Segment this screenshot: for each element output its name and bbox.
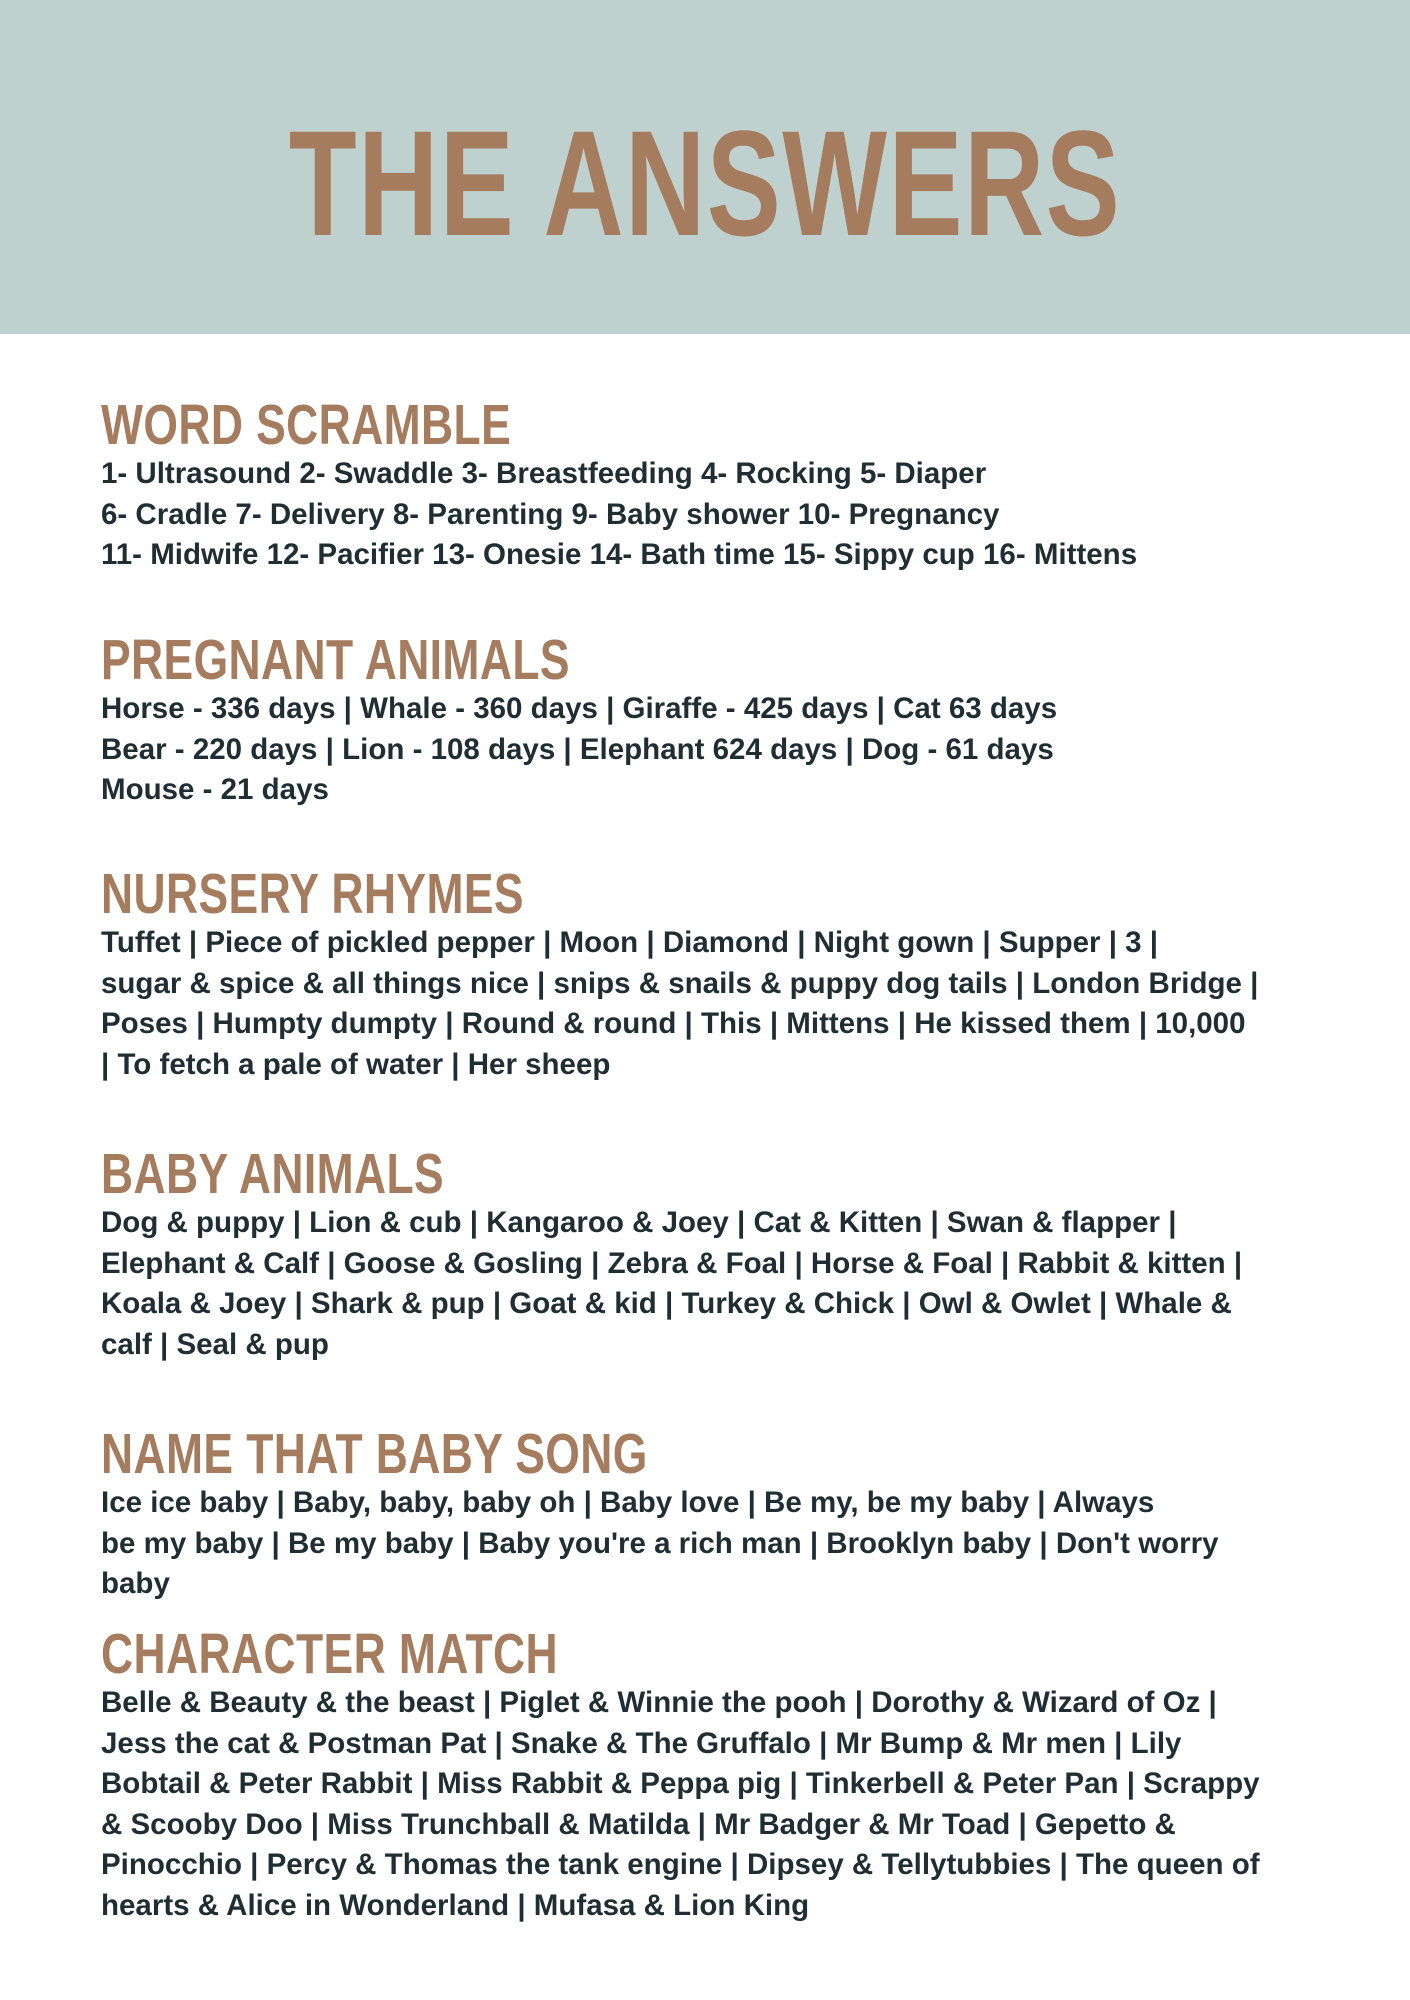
header-band (0, 0, 1410, 334)
section-baby-animals (101, 1142, 1341, 1365)
answer-line: Horse - 336 days | Whale - 360 days | Giraffe - 425 days | Cat 63 days (101, 692, 1058, 725)
answer-line: hearts & Alice in Wonderland | Mufasa & Lion King (101, 1888, 810, 1922)
section-character-match (101, 1622, 1341, 1926)
section-heading: BABY ANIMALS (101, 1142, 445, 1206)
section-body (101, 1483, 1341, 1605)
section-body (101, 923, 1341, 1085)
section-body (101, 689, 1341, 811)
answer-line: 11- Midwife 12- Pacifier 13- Onesie 14- Bath time 15- Sippy cup 16- Mittens (101, 538, 1138, 571)
section-name-that-baby-song (101, 1422, 1341, 1605)
answer-line: Tuffet | Piece of pickled pepper | Moon | Diamond | Night gown | Supper | 3 | (101, 926, 1159, 959)
answer-line: Bear - 220 days | Lion - 108 days | Elephant 624 days | Dog - 61 days (101, 732, 1054, 766)
page-title: THE ANSWERS (288, 99, 1122, 267)
answer-line: Jess the cat & Postman Pat | Snake & The Gruffalo | Mr Bump & Mr men | Lily (101, 1726, 1182, 1760)
section-nursery-rhymes (101, 862, 1341, 1085)
section-heading: PREGNANT ANIMALS (101, 628, 570, 692)
answer-line: Elephant & Calf | Goose & Gosling | Zebra & Foal | Horse & Foal | Rabbit & kitten | (101, 1246, 1243, 1280)
answer-line: baby (101, 1567, 170, 1600)
section-body (101, 1683, 1341, 1926)
answer-line: 1- Ultrasound 2- Swaddle 3- Breastfeeding 4- Rocking 5- Diaper (101, 457, 987, 490)
section-heading: WORD SCRAMBLE (101, 393, 512, 457)
section-word-scramble (101, 393, 1341, 576)
answer-line: Bobtail & Peter Rabbit | Miss Rabbit & Peppa pig | Tinkerbell & Peter Pan | Scrappy (101, 1767, 1260, 1800)
answer-line: sugar & spice & all things nice | snips & snails & puppy dog tails | London Bridge | (101, 966, 1259, 1000)
answer-line: & Scooby Doo | Miss Trunchball & Matilda | Mr Badger & Mr Toad | Gepetto & (101, 1807, 1176, 1841)
section-heading: CHARACTER MATCH (101, 1622, 558, 1686)
answer-line: Dog & puppy | Lion & cub | Kangaroo & Joey | Cat & Kitten | Swan & flapper | (101, 1206, 1177, 1239)
answer-line: calf | Seal & pup (101, 1327, 329, 1361)
answer-line: Pinocchio | Percy & Thomas the tank engine | Dipsey & Tellytubbies | The queen of (101, 1848, 1260, 1881)
section-heading: NAME THAT BABY SONG (101, 1422, 648, 1486)
answer-line: Koala & Joey | Shark & pup | Goat & kid | Turkey & Chick | Owl & Owlet | Whale & (101, 1287, 1232, 1320)
answer-line: Poses | Humpty dumpty | Round & round | This | Mittens | He kissed them | 10,000 (101, 1007, 1246, 1040)
answer-line: | To fetch a pale of water | Her sheep (101, 1047, 611, 1081)
section-heading: NURSERY RHYMES (101, 862, 524, 926)
answer-line: Ice ice baby | Baby, baby, baby oh | Baby love | Be my, be my baby | Always (101, 1486, 1155, 1519)
answer-line: Belle & Beauty & the beast | Piglet & Winnie the pooh | Dorothy & Wizard of Oz | (101, 1686, 1217, 1719)
section-pregnant-animals (101, 628, 1341, 811)
answer-line: Mouse - 21 days (101, 773, 329, 806)
section-body (101, 454, 1341, 576)
answer-line: be my baby | Be my baby | Baby you're a rich man | Brooklyn baby | Don't worry (101, 1526, 1219, 1560)
answer-line: 6- Cradle 7- Delivery 8- Parenting 9- Baby shower 10- Pregnancy (101, 497, 1000, 531)
section-body (101, 1203, 1341, 1365)
